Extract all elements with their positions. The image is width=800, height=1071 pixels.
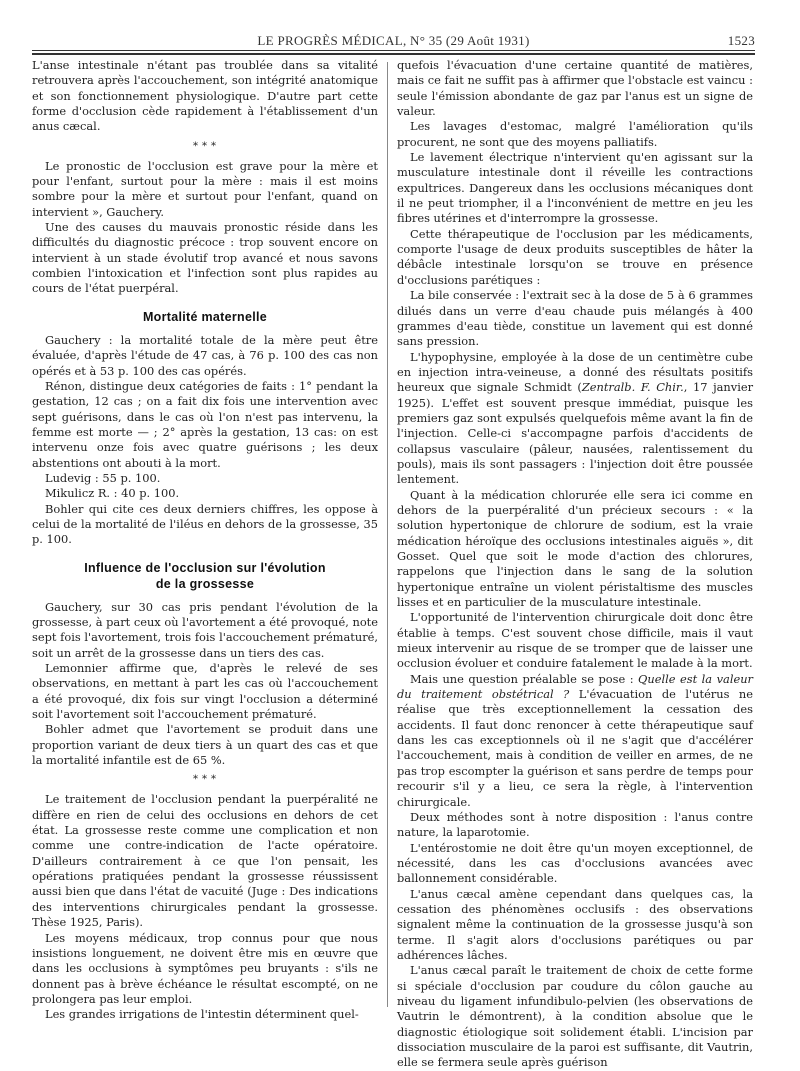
paragraph: L'opportunité de l'intervention chirurgicale doit donc être établie à temps. C'est souvent chose difficile, mais il vaut mieux intervenir au risque de se tromper que de laisser une occlusion évoluer et conduire fatalement le malade à la mort.	[397, 610, 753, 671]
text-run: L'évacuation de l'utérus ne réalise que très exceptionnellement la cessation des accidents. Il faut donc renoncer à cette thérapeutique sauf dans les cas exceptionnels où il ne s'agit que d'accélérer l'accouchement, mais à condition de veiller en armes, de ne pas trop escompter la guérison et sans perdre de temps pour recourir s'il y a lieu, ce sera la règle, à l'intervention chirurgicale.	[397, 687, 754, 809]
paragraph	[397, 672, 753, 810]
paragraph: La bile conservée : l'extrait sec à la dose de 5 à 6 grammes dilués dans un verre d'eau chaude puis mélangés à 400 grammes d'eau tiède, constitue un lavement qui est donné sans pression.	[397, 288, 753, 349]
paragraph: Bohler qui cite ces deux derniers chiffres, les oppose à celui de la mortalité de l'iléus en dehors de la grossesse, 35 p. 100.	[32, 501, 378, 547]
header-rule-thin	[32, 50, 755, 51]
paragraph: Les moyens médicaux, trop connus pour que nous insistions longuement, ne doivent être mis en œuvre que dans les occlusions à symptômes peu bruyants : s'ils ne donnent pas à brève échéance le résultat escompté, on ne prolongera pas leur emploi.	[32, 930, 378, 1006]
paragraph	[397, 350, 753, 488]
paragraph: Gauchery, sur 30 cas pris pendant l'évolution de la grossesse, à part ceux où l'avortement a été provoqué, note sept fois l'avortement, trois fois l'accouchement prématuré, soit un arrêt de la grossesse dans un tiers des cas.	[32, 599, 378, 660]
paragraph: Les lavages d'estomac, malgré l'amélioration qu'ils procurent, ne sont que des moyens palliatifs.	[397, 119, 753, 149]
heading-line: Influence de l'occlusion sur l'évolution	[84, 560, 326, 575]
paragraph: Gauchery : la mortalité totale de la mère peut être évaluée, d'après l'étude de 47 cas, à 76 p. 100 des cas non opérés et à 53 p. 100 des cas opérés.	[32, 332, 378, 378]
running-header	[32, 33, 755, 47]
journal-title: LE PROGRÈS MÉDICAL, N° 35 (29 Août 1931)	[257, 33, 530, 48]
section-heading-influence	[32, 560, 378, 592]
italic-question: Quelle est la valeur du traitement obstétrical ?	[397, 671, 753, 702]
list-item: Mikulicz R. : 40 p. 100.	[45, 486, 180, 501]
text-run: , 17 janvier 1925). L'effet est souvent presque immédiat, puisque les premiers gaz sont expulsés quelquefois même avant la fin de l'injection. Celle-ci s'accompagne parfois d'accidents de collapsus vasculaire (pâleur, nausées, ralentissement du pouls), mais ils sont passagers : l'injection doit être poussée lentement.	[397, 380, 754, 487]
right-column	[397, 58, 753, 1071]
column-divider	[387, 62, 388, 1007]
paragraph: L'anse intestinale n'étant pas troublée dans sa vitalité retrouvera après l'accouchement, son intégrité anatomique et son fonctionnement physiologique. D'autre part cette forme d'occlusion cède rapidement à l'établissement d'un anus cæcal.	[32, 58, 378, 134]
paragraph: quefois l'évacuation d'une certaine quantité de matières, mais ce fait ne suffit pas à affirmer que l'obstacle est vaincu : seule l'émission abondante de gaz par l'anus est un signe de valeur.	[397, 58, 753, 119]
paragraph: L'anus cæcal paraît le traitement de choix de cette forme si spéciale d'occlusion par coudure du côlon gauche au niveau du ligament infundibulo-pelvien (les observations de Vautrin le démontrent), à la condition absolue que le diagnostic étiologique soit solidement établi. L'incision par dissociation musculaire de la paroi est suffisante, dit Vautrin, elle se fermera seule après guérison	[397, 963, 753, 1070]
section-separator: * * *	[193, 140, 217, 152]
heading-line: de la grossesse	[155, 576, 255, 591]
paragraph: L'anus cæcal amène cependant dans quelques cas, la cessation des phénomènes occlusifs : des observations signalent même la continuation de la grossesse jusqu'à son terme. Il s'agit alors d'occlusions parétiques ou par adhérences lâches.	[397, 886, 753, 962]
paragraph: Les grandes irrigations de l'intestin déterminent quel-	[45, 1007, 359, 1022]
section-separator: * * *	[193, 774, 217, 786]
paragraph: L'entérostomie ne doit être qu'un moyen exceptionnel, de nécessité, dans les cas d'occlusions avancées avec ballonnement considérable.	[397, 840, 753, 886]
paragraph: Le traitement de l'occlusion pendant la puerpéralité ne diffère en rien de celui des occlusions en dehors de cet état. La grossesse reste comme une complication et non comme une contre-indication de l'acte opératoire. D'ailleurs contrairement à ce que l'on pensait, les opérations pratiquées pendant la grossesse réussissent aussi bien que dans l'état de vacuité (Juge : Des indications des interventions chirurgicales pendant la grossesse. Thèse 1925, Paris).	[32, 792, 378, 930]
text-run: L'hypophysine, employée à la dose de un centimètre cube en injection intra-veineuse, a donné des résultats positifs heureux que signale Schmidt (	[397, 349, 753, 395]
section-heading-mortalite: Mortalité maternelle	[142, 309, 268, 324]
list-item: Ludevig : 55 p. 100.	[45, 470, 161, 485]
left-column	[32, 58, 378, 1023]
paragraph: Deux méthodes sont à notre disposition : l'anus contre nature, la laparotomie.	[397, 809, 753, 840]
text-run: Mais une question préalable se pose :	[410, 671, 639, 686]
header-rule-thick	[32, 53, 755, 55]
paragraph: Le lavement électrique n'intervient qu'en agissant sur la musculature intestinale dont il réveille les contractions expultrices. Dangereux dans les occlusions mécaniques dont il ne peut triompher, il a l'inconvénient de mettre en jeu les fibres utérines et d'interrompre la grossesse.	[397, 150, 753, 226]
paragraph: Cette thérapeutique de l'occlusion par les médicaments, comporte l'usage de deux produits susceptibles de hâter la débâcle intestinale lorsqu'on se trouve en présence d'occlusions parétiques :	[397, 226, 753, 287]
paragraph: Quant à la médication chlorurée elle sera ici comme en dehors de la puerpéralité d'un précieux secours : « la solution hypertonique de chlorure de sodium, est la vraie médication héroïque des occlusions intestinales aiguës », dit Gosset. Quel que soit le mode d'action des chlorures, rappelons que l'injection dans le sang de la solution hypertonique entraîne un violent péristaltisme des muscles lisses et en particulier de la musculature intestinale.	[397, 487, 753, 610]
citation: Zentralb. F. Chir.	[581, 380, 684, 395]
paragraph: Bohler admet que l'avortement se produit dans une proportion variant de deux tiers à un quart des cas et que la mortalité infantile est de 65 %.	[32, 722, 378, 768]
paragraph: Le pronostic de l'occlusion est grave pour la mère et pour l'enfant, surtout pour la mère : mais il est moins sombre pour la mère et surtout pour l'enfant, quand on intervient », Gauchery.	[32, 158, 378, 219]
page-number: 1523	[727, 33, 755, 48]
paragraph: Une des causes du mauvais pronostic réside dans les difficultés du diagnostic précoce : trop souvent encore on intervient à un stade évolutif trop avancé et nous savons combien l'intoxication et l'infection sont plus rapides au cours de l'état puerpéral.	[32, 220, 378, 296]
paragraph: Rénon, distingue deux catégories de faits : 1° pendant la gestation, 12 cas ; on a fait dix fois une intervention avec sept guérisons, dans le cas où l'on n'est pas intervenu, la femme est morte — ; 2° après la gestation, 13 cas: on est intervenu onze fois avec quatre guérisons ; les deux abstentions ont abouti à la mort.	[32, 378, 378, 470]
paragraph: Lemonnier affirme que, d'après le relevé de ses observations, en mettant à part les cas où l'accouchement a été provoqué, dix fois sur vingt l'occlusion a déterminé soit l'avortement soit l'accouchement prématuré.	[32, 661, 378, 722]
